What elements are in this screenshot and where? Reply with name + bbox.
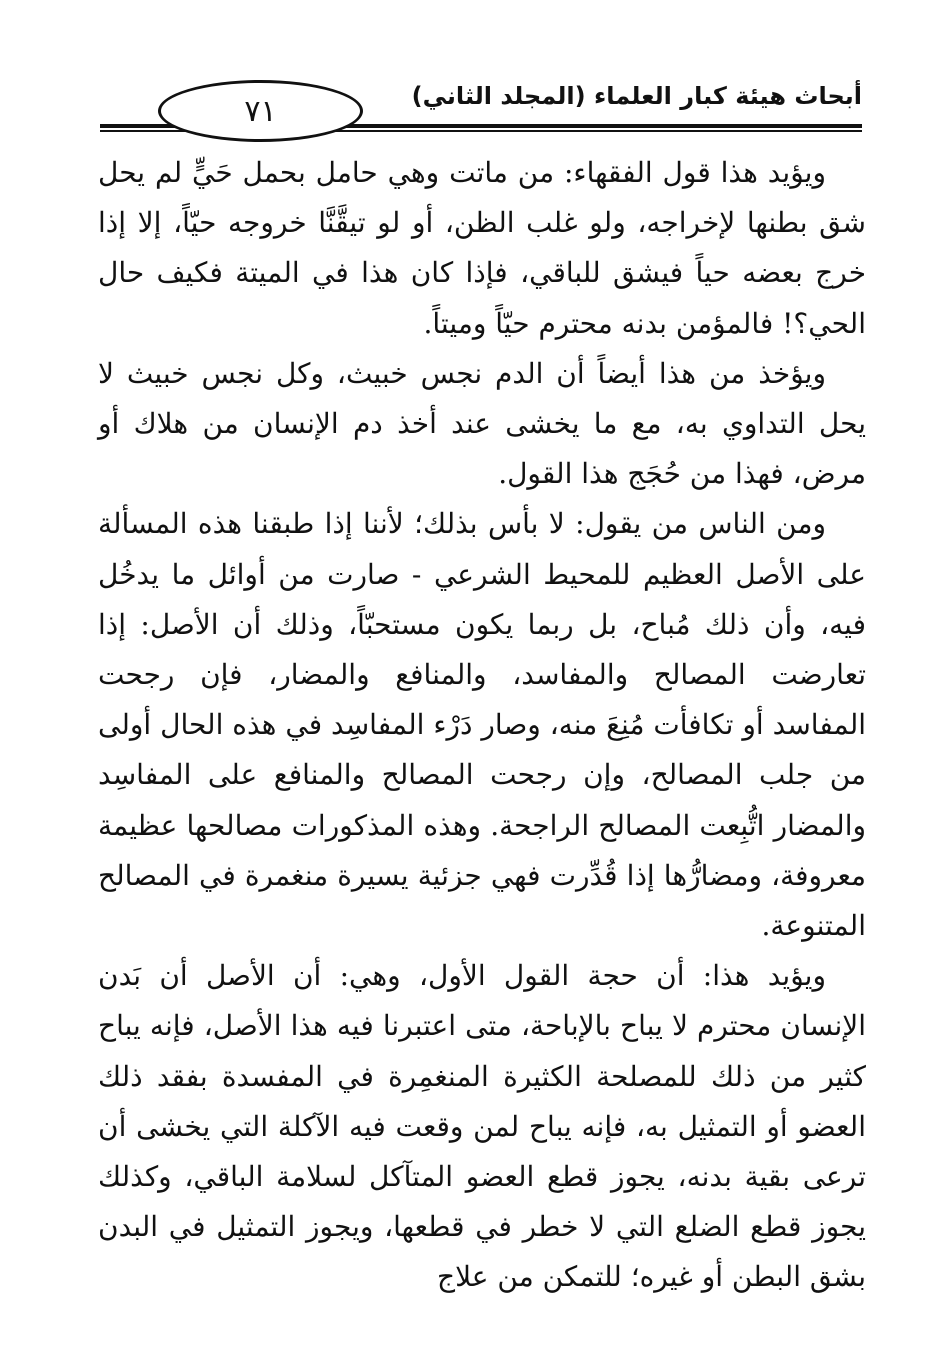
page-header: [100, 78, 862, 130]
paragraph-4: ويؤيد هذا: أن حجة القول الأول، وهي: أن الأصل أن بَدن الإنسان محترم لا يباح بالإباحة، متى اعتبرنا فيه هذا الأصل، فإنه يباح كثير من ذلك للمصلحة الكثيرة المنغمِرة في المفسدة بفقد ذلك العضو أو التمثيل به، فإنه يباح لمن وقعت فيه الآكلة التي يخشى أن ترعى بقية بدنه، يجوز قطع العضو المتآكل لسلامة الباقي، وكذلك يجوز قطع الضلع التي لا خطر في قطعها، ويجوز التمثيل في البدن بشق البطن أو غيره؛ للتمكن من علاج: [98, 959, 867, 1294]
running-header-title: أبحاث هيئة كبار العلماء (المجلد الثاني): [411, 82, 862, 110]
page-number: ٧١: [158, 80, 363, 142]
paragraph-1: ويؤيد هذا قول الفقهاء: من ماتت وهي حامل بحمل حَيٍّ لم يحل شق بطنها لإخراجه، ولو غلب الظن، أو لو تيقَّنَّا خروجه حيّاً، إلا إذا خرج بعضه حياً فيشق للباقي، فإذا كان هذا في الميتة فكيف حال الحي؟! فالمؤمن بدنه محترم حيّاً وميتاً.: [98, 156, 867, 340]
body-text: [98, 148, 866, 1303]
paragraph-3: ومن الناس من يقول: لا بأس بذلك؛ لأننا إذا طبقنا هذه المسألة على الأصل العظيم للمحيط الشرعي - صارت من أوائل ما يدخُل فيه، وأن ذلك مُباح، بل ربما يكون مستحبّاً، وذلك أن الأصل: إذا تعارضت المصالح والمفاسد، والمنافع والمضار، فإن رجحت المفاسد أو تكافأت مُنِعَ منه، وصار دَرْء المفاسِد في هذه الحال أولى من جلب المصالح، وإن رجحت المصالح والمنافع على المفاسِد والمضار اتُّبِعت المصالح الراجحة. وهذه المذكورات مصالحها عظيمة معروفة، ومضارُّها إذا قُدِّرت فهي جزئية يسيرة منغمرة في المصالح المتنوعة.: [98, 507, 866, 943]
paragraph-2: ويؤخذ من هذا أيضاً أن الدم نجس خبيث، وكل نجس خبيث لا يحل التداوي به، مع ما يخشى عند أخذ دم الإنسان من هلاك أو مرض، فهذا من حُجَج هذا القول.: [98, 356, 866, 491]
